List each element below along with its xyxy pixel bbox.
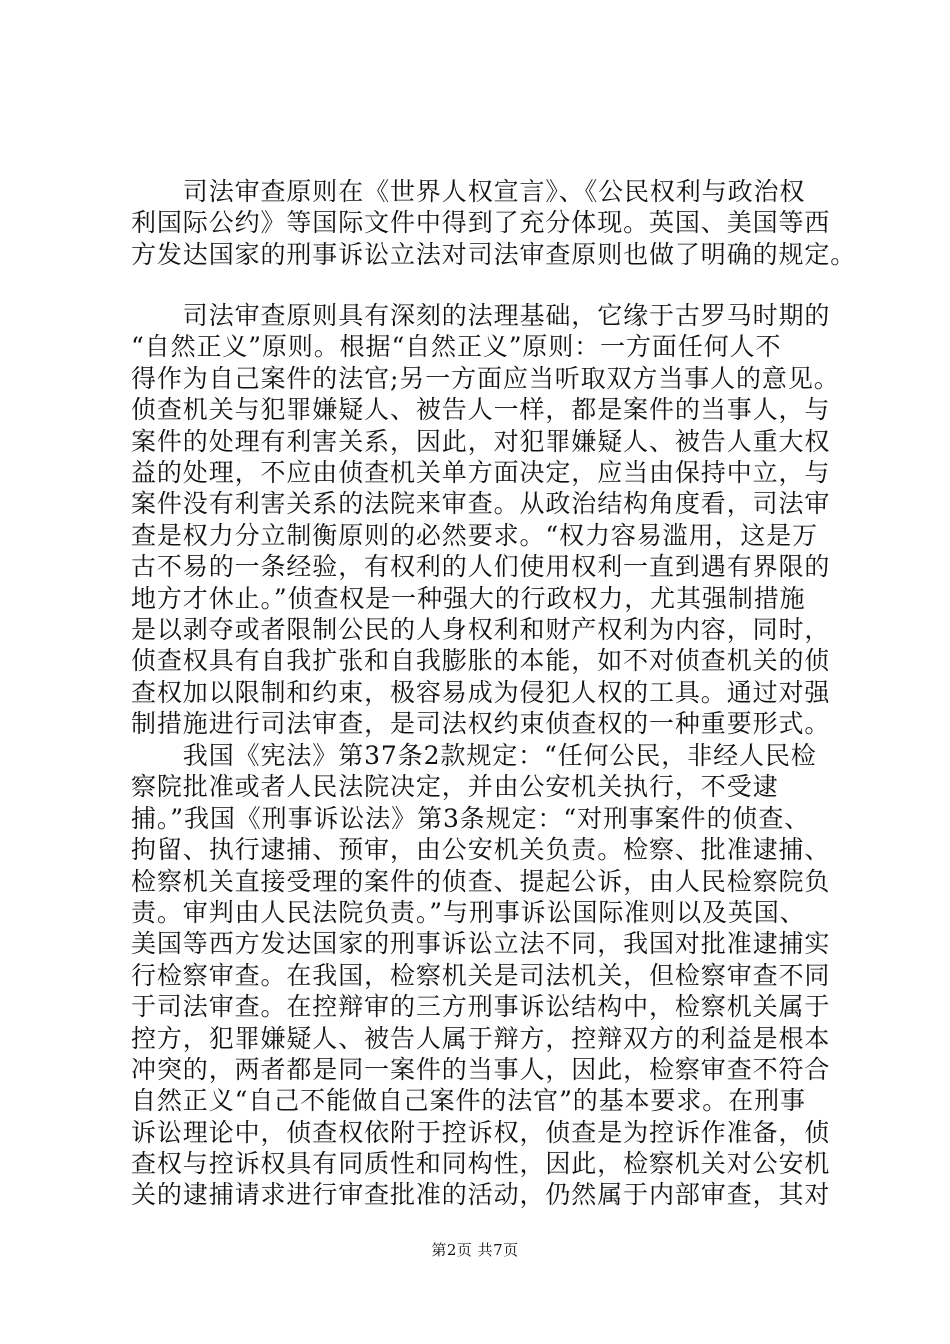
text-line: 地方才休止。”侦查权是一种强大的行政权力，尤其强制措施 bbox=[131, 583, 806, 613]
text-line: 我国《宪法》第37条2款规定：“任何公民，非经人民检 bbox=[131, 741, 817, 770]
text-line: 美国等西方发达国家的刑事诉讼立法不同，我国对批准逮捕实 bbox=[131, 929, 831, 959]
text-line: 关的逮捕请求进行审查批准的活动，仍然属于内部审查，其对 bbox=[131, 1180, 831, 1210]
text-line: 得作为自己案件的法官;另一方面应当听取双方当事人的意见。 bbox=[131, 363, 840, 393]
text-line: 于司法审查。在控辩审的三方刑事诉讼结构中，检察机关属于 bbox=[131, 992, 831, 1022]
text-line: 察院批准或者人民法院决定，并由公安机关执行，不受逮 bbox=[131, 772, 779, 802]
text-line: “自然正义”原则。根据“自然正义”原则：一方面任何人不 bbox=[131, 332, 782, 362]
text-line: 侦查机关与犯罪嫌疑人、被告人一样，都是案件的当事人，与 bbox=[131, 395, 831, 425]
text-line: 方发达国家的刑事诉讼立法对司法审查原则也做了明确的规定。 bbox=[131, 239, 857, 269]
text-line: 益的处理，不应由侦查机关单方面决定，应当由保持中立，与 bbox=[131, 457, 831, 487]
page-number-footer: 第2页 共7页 bbox=[431, 1241, 519, 1259]
text-line: 自然正义“自己不能做自己案件的法官”的基本要求。在刑事 bbox=[131, 1086, 806, 1116]
paragraph-1 bbox=[131, 176, 857, 270]
text-line: 制措施进行司法审查，是司法权约束侦查权的一种重要形式。 bbox=[131, 709, 831, 739]
text-line: 冲突的，两者都是同一案件的当事人，因此，检察审查不符合 bbox=[131, 1054, 831, 1084]
text-line: 控方，犯罪嫌疑人、被告人属于辩方，控辩双方的利益是根本 bbox=[131, 1023, 831, 1053]
text-line: 诉讼理论中，侦查权依附于控诉权，侦查是为控诉作准备，侦 bbox=[131, 1117, 831, 1147]
text-line: 查权与控诉权具有同质性和同构性，因此，检察机关对公安机 bbox=[131, 1149, 831, 1179]
text-line: 司法审查原则在《世界人权宣言》、《公民权利与政治权 bbox=[131, 177, 806, 206]
text-line: 责。审判由人民法院负责。”与刑事诉讼国际准则以及英国、 bbox=[131, 897, 806, 927]
text-line: 古不易的一条经验，有权利的人们使用权利一直到遇有界限的 bbox=[131, 552, 831, 582]
text-line: 查是权力分立制衡原则的必然要求。“权力容易滥用，这是万 bbox=[131, 520, 819, 550]
text-line: 行检察审查。在我国，检察机关是司法机关，但检察审查不同 bbox=[131, 960, 831, 990]
text-line: 拘留、执行逮捕、预审，由公安机关负责。检察、批准逮捕、 bbox=[131, 835, 831, 865]
text-line: 检察机关直接受理的案件的侦查、提起公诉，由人民检察院负 bbox=[131, 866, 831, 896]
text-line: 司法审查原则具有深刻的法理基础，它缘于古罗马时期的 bbox=[131, 301, 831, 330]
paragraph-2 bbox=[131, 300, 851, 739]
text-line: 捕。”我国《刑事诉讼法》第3条规定：“对刑事案件的侦查、 bbox=[131, 803, 811, 833]
paragraph-3 bbox=[131, 740, 851, 1211]
text-line: 利国际公约》等国际文件中得到了充分体现。英国、美国等西 bbox=[131, 208, 831, 238]
text-line: 侦查权具有自我扩张和自我膨胀的本能，如不对侦查机关的侦 bbox=[131, 646, 831, 676]
text-line: 案件没有利害关系的法院来审查。从政治结构角度看，司法审 bbox=[131, 489, 831, 519]
text-line: 是以剥夺或者限制公民的人身权利和财产权利为内容，同时， bbox=[131, 614, 831, 644]
text-line: 案件的处理有利害关系，因此，对犯罪嫌疑人、被告人重大权 bbox=[131, 426, 831, 456]
text-line: 查权加以限制和约束，极容易成为侵犯人权的工具。通过对强 bbox=[131, 677, 831, 707]
